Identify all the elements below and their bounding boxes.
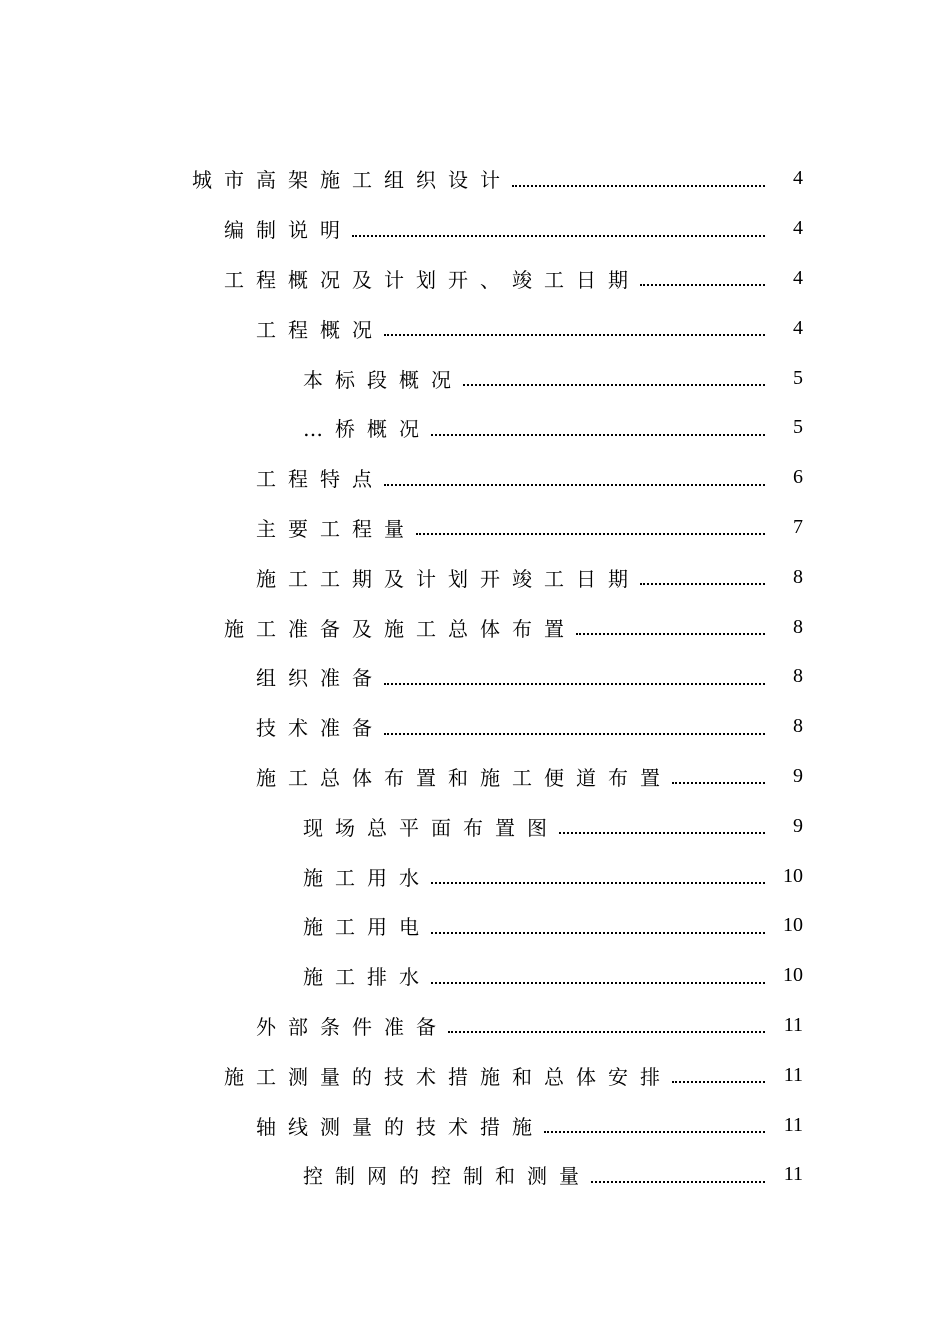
toc-entry-title: 本标段概况 [303, 367, 463, 392]
table-of-contents [0, 154, 950, 1200]
toc-dot-leader [544, 1131, 765, 1133]
toc-entry[interactable] [0, 204, 950, 254]
toc-page-number: 11 [783, 1163, 803, 1186]
toc-page-number: 11 [783, 1113, 803, 1136]
toc-page-number: 4 [793, 266, 803, 289]
toc-entry[interactable] [0, 1150, 950, 1200]
toc-entry[interactable] [0, 1100, 950, 1150]
toc-page-number: 5 [793, 366, 803, 389]
toc-entry[interactable] [0, 154, 950, 204]
toc-entry[interactable] [0, 453, 950, 503]
toc-entry-title: 城市高架施工组织设计 [192, 168, 512, 193]
toc-dot-leader [640, 583, 765, 585]
toc-page-number: 10 [783, 964, 803, 987]
toc-dot-leader [384, 683, 765, 685]
toc-entry[interactable] [0, 303, 950, 353]
toc-entry[interactable] [0, 503, 950, 553]
toc-dot-leader [431, 882, 765, 884]
toc-entry-title: 工程概况及计划开、竣工日期 [224, 267, 640, 292]
toc-dot-leader [431, 982, 765, 984]
toc-entry-title: 施工总体布置和施工便道布置 [256, 765, 672, 790]
toc-dot-leader [384, 484, 765, 486]
toc-entry[interactable] [0, 353, 950, 403]
toc-entry-title: 施工排水 [303, 965, 431, 990]
toc-entry[interactable] [0, 951, 950, 1001]
toc-entry-title: 工程概况 [256, 317, 384, 342]
toc-dot-leader [591, 1181, 765, 1183]
toc-dot-leader [416, 533, 765, 535]
toc-page-number: 8 [793, 715, 803, 738]
toc-dot-leader [384, 733, 765, 735]
toc-page-number: 10 [783, 864, 803, 887]
toc-entry-title: 技术准备 [256, 716, 384, 741]
toc-dot-leader [448, 1031, 765, 1033]
toc-entry-title: 施工工期及计划开竣工日期 [256, 566, 640, 591]
toc-page-number: 8 [793, 615, 803, 638]
toc-entry[interactable] [0, 652, 950, 702]
toc-dot-leader [576, 633, 765, 635]
toc-entry-title: 编制说明 [224, 218, 352, 243]
toc-dot-leader [384, 334, 765, 336]
toc-page-number: 4 [793, 316, 803, 339]
toc-entry[interactable] [0, 801, 950, 851]
toc-dot-leader [352, 235, 765, 237]
toc-page-number: 10 [783, 914, 803, 937]
toc-entry[interactable] [0, 702, 950, 752]
toc-dot-leader [640, 284, 765, 286]
toc-page-number: 9 [793, 814, 803, 837]
toc-page-number: 7 [793, 515, 803, 538]
toc-entry-title: 控制网的控制和测量 [303, 1164, 591, 1189]
toc-entry[interactable] [0, 1001, 950, 1051]
toc-page-number: 11 [783, 1013, 803, 1036]
toc-page-number: 8 [793, 665, 803, 688]
toc-dot-leader [672, 1081, 765, 1083]
toc-dot-leader [559, 832, 765, 834]
toc-entry[interactable] [0, 1050, 950, 1100]
toc-entry-title: 施工测量的技术措施和总体安排 [224, 1064, 672, 1089]
toc-entry[interactable] [0, 602, 950, 652]
toc-entry-title: 施工用电 [303, 915, 431, 940]
toc-page-number: 6 [793, 466, 803, 489]
toc-page-number: 11 [783, 1063, 803, 1086]
toc-page-number: 9 [793, 764, 803, 787]
toc-dot-leader [512, 185, 765, 187]
toc-dot-leader [463, 384, 765, 386]
toc-dot-leader [431, 434, 765, 436]
toc-entry-title: 主要工程量 [256, 516, 416, 541]
toc-dot-leader [672, 782, 765, 784]
toc-page-number: 4 [793, 167, 803, 190]
toc-entry[interactable] [0, 403, 950, 453]
toc-entry-title: 外部条件准备 [256, 1014, 448, 1039]
toc-entry[interactable] [0, 254, 950, 304]
toc-dot-leader [431, 932, 765, 934]
toc-entry-title: …桥概况 [303, 417, 431, 442]
toc-entry[interactable] [0, 552, 950, 602]
toc-page-number: 5 [793, 416, 803, 439]
toc-entry[interactable] [0, 851, 950, 901]
toc-entry-title: 施工用水 [303, 865, 431, 890]
toc-entry-title: 轴线测量的技术措施 [256, 1114, 544, 1139]
toc-entry-title: 工程特点 [256, 467, 384, 492]
toc-entry[interactable] [0, 901, 950, 951]
toc-entry-title: 现场总平面布置图 [303, 815, 559, 840]
toc-entry-title: 组织准备 [256, 666, 384, 691]
toc-entry[interactable] [0, 752, 950, 802]
toc-entry-title: 施工准备及施工总体布置 [224, 616, 576, 641]
toc-page-number: 4 [793, 217, 803, 240]
toc-page-number: 8 [793, 565, 803, 588]
